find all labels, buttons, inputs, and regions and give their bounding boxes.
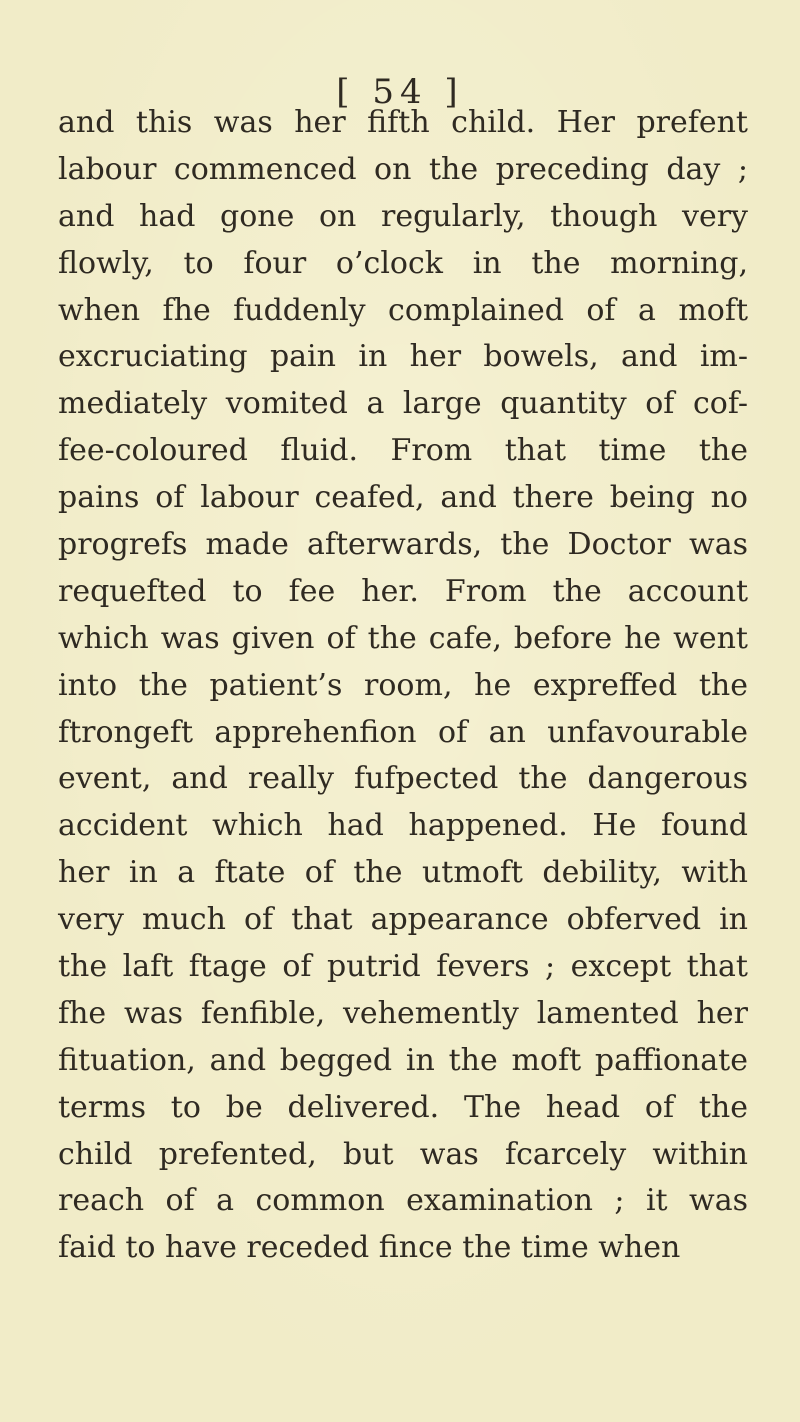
text-line: and had gone on regularly, though very [58,198,748,234]
text-line: the laft ftage of putrid fevers ; except that [58,949,748,985]
text-line: event, and really fufpected the dangerous [58,761,748,797]
text-line: her in a ftate of the utmoft debility, with [58,855,748,891]
text-line: labour commenced on the preceding day ; [58,151,748,187]
text-line: fhe was fenfible, vehemently lamented her [58,995,748,1031]
text-line: fee-coloured fluid. From that time the [58,433,748,469]
text-line: excruciating pain in her bowels, and im- [58,339,748,375]
text-line: ftrongeft apprehenfion of an unfavourable [58,714,748,750]
page-number-header: [ 54 ] [336,72,464,112]
text-line: accident which had happened. He found [58,808,748,844]
text-line: which was given of the cafe, before he went [58,620,748,656]
text-line: terms to be delivered. The head of the [58,1089,748,1125]
text-line: reach of a common examination ; it was [58,1183,748,1219]
text-line: child prefented, but was fcarcely within [58,1136,748,1172]
text-line: fituation, and begged in the moft paffionate [58,1042,748,1078]
text-line: very much of that appearance obferved in [58,902,748,938]
text-line: faid to have receded fince the time when [58,1230,681,1266]
text-line: progrefs made afterwards, the Doctor was [58,527,748,563]
text-line: requefted to fee her. From the account [58,573,748,609]
text-line: mediately vomited a large quantity of cof- [58,386,748,422]
text-line: when fhe fuddenly complained of a moft [58,292,748,328]
text-line: and this was her fifth child. Her prefent [58,105,748,140]
body-text [58,100,748,1272]
text-line: pains of labour ceafed, and there being no [58,480,748,516]
text-line: into the patient’s room, he expreffed the [58,667,748,703]
text-line: flowly, to four o’clock in the morning, [58,245,748,281]
